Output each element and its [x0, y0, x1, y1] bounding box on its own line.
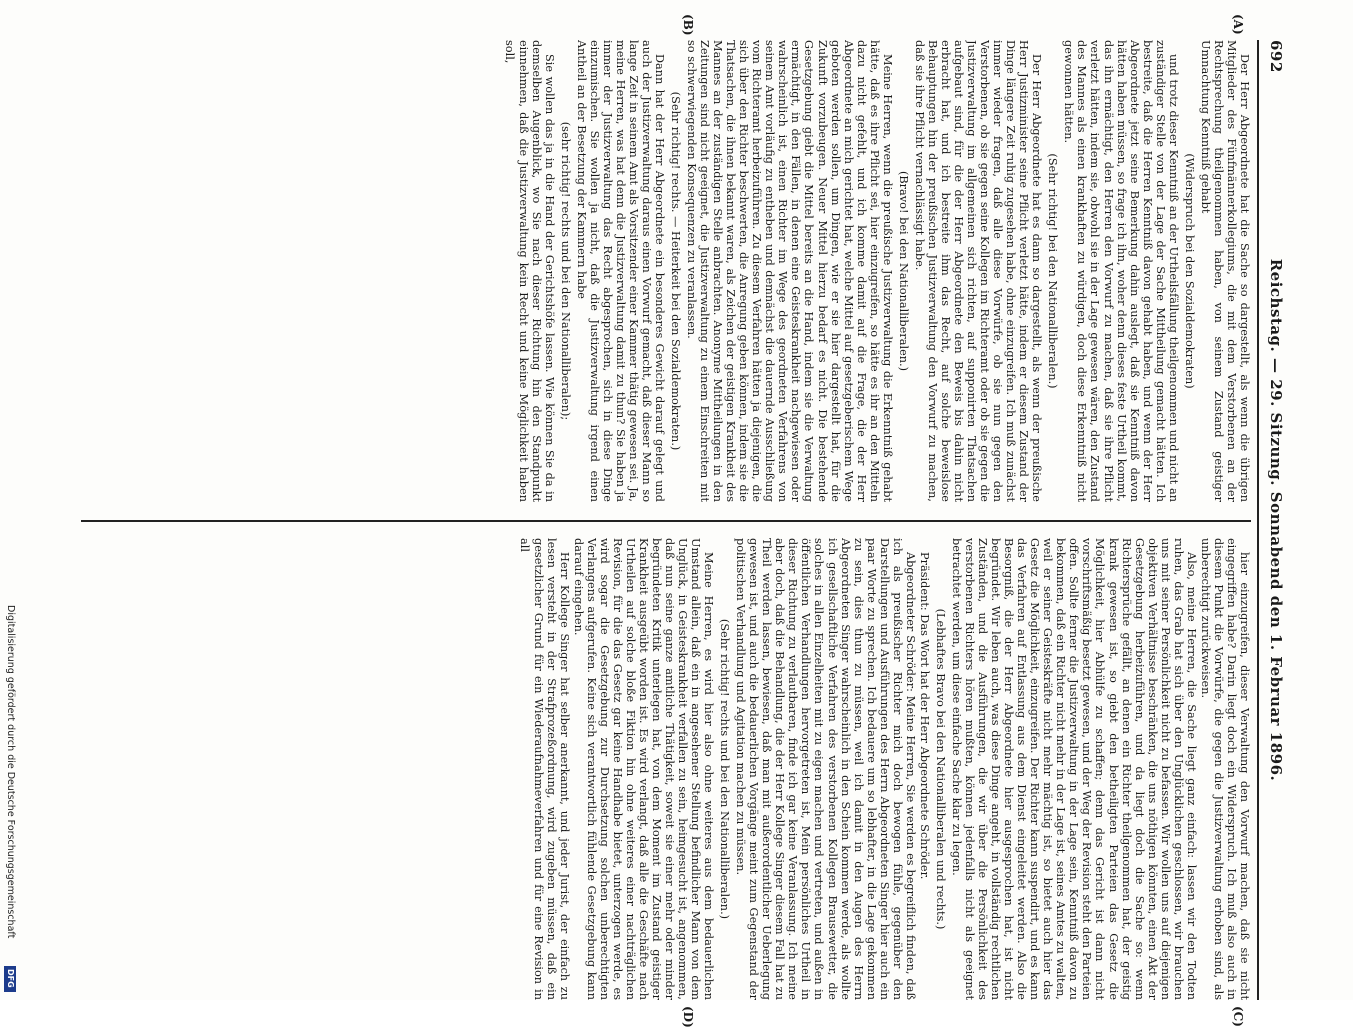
margin-letter-c: (C): [1231, 1006, 1245, 1027]
right-text-column: [81, 538, 1251, 1000]
left-text-column: [81, 40, 1251, 502]
paragraph: hier einzugreifen, dieser Verwaltung den Vorwurf machen, daß sie nicht eingegriffen habe? Darin liegt doch ein Widerspruch. Ich muß also auch in diesem Punkt die Vorwürfe, die gegen die Justizverwaltung erhoben sind, als unberechtigt zurückweisen.: [1198, 538, 1251, 1000]
paragraph: Herr Kollege Singer hat selber anerkannt, und jeder Jurist, der einfach zu lesen versteht in der Strafprozeßordnung, wird zugeben müssen, daß ein gesetzlicher Grund für ein Wiederaufnahmeverfahren und für eine Revision in all: [518, 538, 571, 1000]
paragraph: Abgeordneter Schröder: Meine Herren, Sie werden es begreiflich finden, daß ich als preußischer Richter mich doch bewogen fühle, gegenüber den Darstellungen und Ausführungen des Herrn Abgeordneten Singer hier auch ein paar Worte zu sprechen. Ich bedauere um so lebhafter, in die Lage gekommen zu sein, dies thun zu müssen, weil ich damit in den Augen des Herrn Abgeordneten Singer wahrscheinlich in den Schein kommen werde, als wollte ich gesellschaftliche Verfahren des verstorbenen Kollegen Brausewetter, die solches in allen Einzelheiten mit zu eigen machen und vertreten, und außen in öffentlichen Verhandlungen hervorgetreten ist, Mein persönliches Urtheil in dieser Richtung zu verlautbaren, finde ich gar keine Veranlassung. Ich meine aber doch, daß die Behandlung, die der Herr Kollege Singer diesem Fall hat zu Theil werden lassen, bewiesen, daß man mit außerordentlicher Ueberlegung gewesen ist, und auch die bedauerlichen Vorgänge meint zum Gegenstand der politischen Verhandlung und Agitation machen zu müssen.: [734, 538, 917, 1000]
header-rule: [1257, 40, 1259, 1000]
paragraph: Meine Herren, es wird hier also ohne weiteres aus dem bedauerlichen Umstand allein, daß ein in angesehener Stellung befindlicher Mann von dem Unglück, in Geisteskrankheit verfallen zu sein, heimgesucht ist, angenommen, daß nun seine ganze amtliche Thätigkeit, soweit sie einer mehr oder minder begründeten Kritik unterlegen hat, von dem Moment im Zustand geistiger Krankheit ausgeübt worden ist. Es wird verlangt, daß alle die Geschäfte nach Urtheilen auf solche bloße Fiktion hin ohne weiteres einer nachträglichen Revision, für die das Gesetz gar keine Handhabe bietet, unterzogen werde, es wird sogar die Gesetzgebung zur Durchsetzung solchen unberechtigten Verlangens aufgerufen. Keine sich verantwortlich fühlende Gesetzgebung kann darauf eingehen.: [571, 538, 716, 1000]
dfg-logo: DFG: [4, 966, 16, 992]
page-number: 692: [1267, 40, 1285, 73]
page-title: Reichstag. — 29. Sitzung. Sonnabend den 1. Februar 1896.: [1267, 258, 1285, 782]
margin-letter-d: (D): [681, 1006, 695, 1028]
paragraph: Dann hat der Herr Abgeordnete ein besonderes Gewicht darauf gelegt und auch der Justizverwaltung daraus einen Vorwurf gemacht, daß dieser Mann so lange Zeit in seinem Amt als Vorsitzender einer Kammer thätig gewesen sei. Ja, meine Herren, was hat denn die Justizverwaltung damit zu thun? Sie haben ja immer der Justizverwaltung das Recht abgesprochen, sich in diese Dinge einzumischen. Sie wollen ja nicht, daß die Justizverwaltung irgend einen Antheil an der Besetzung der Kammern habe: [574, 40, 666, 502]
interjection: (Lebhaftes Bravo bei den Nationalliberalen und rechts.): [933, 608, 947, 930]
paragraph: und trotz dieser Kenntniß an der Urtheilsfällung theilgenommen und nicht an zuständiger Stelle von der Lage der Sache Mittheilung gemacht hätten. Ich bestreite, daß die Herren Kenntniß davon gehabt haben, und wenn der Herr Abgeordnete jetzt seine Bemerkung dahin auslegt, daß sie Kenntniß davon hätten haben müssen, so frage ich ihn, woher denn dieses feste Urtheil kommt, das ihn ermächtigt, den Herren den Vorwurf zu machen, daß sie ihre Pflicht verletzt hätten, indem sie, obwohl sie in der Lage gewesen wären, den Zustand des Mannes als einen krankhaften zu würdigen, doch diese Erkenntniß nicht gewonnen hätten.: [1062, 40, 1180, 502]
page-header: [1263, 40, 1285, 1000]
interjection: (Sehr richtig! rechts. — Heiterkeit bei den Sozialdemokraten.): [669, 91, 683, 451]
margin-letter-b: (B): [681, 14, 695, 36]
interjection: (Sehr richtig! rechts und bei den Nationalliberalen.): [718, 618, 732, 920]
interjection: (sehr richtig! rechts und bei den Nationalliberalen);: [558, 121, 572, 421]
paragraph: Der Herr Abgeordnete hat es dann so dargestellt, als wenn der preußische Herr Justizminister seine Pflicht verletzt hätte, indem er diesem Zustand der Dinge längere Zeit ruhig zugesehen habe, ohne einzugreifen. Ich muß zunächst immer wieder fragen, daß alle diese Vorwürfe, ob sie nun gegen den Verstorbenen, ob sie gegen seine Kollegen im Richteramt oder ob sie gegen die Justizverwaltung im allgemeinen sich richten, auf supponirten Thatsachen aufgebaut sind, für die der Herr Abgeordnete den Beweis bis dahin nicht erbracht hat, und ich bestreite ihm das Recht, auf solche beweislose Behauptungen hin der preußischen Justizverwaltung den Vorwurf zu machen, daß sie ihre Pflicht vernachlässigt habe.: [912, 40, 1044, 502]
interjection: (Bravo! bei den Nationalliberalen.): [896, 170, 910, 372]
paragraph: Also, meine Herren, die Sache liegt ganz einfach: lassen wir den Todten ruhen, das Grab hat sich über den Unglücklichen geschlossen, wir brauchen uns mit seiner Persönlichkeit nicht zu befassen. Wir wollen uns auf diejenigen objektiven Verhältnisse beschränken, die uns nöthigen könnten, einen Akt der Gesetzgebung herbeizuführen, und da liegt doch die Sache so: wenn Richtersprüche gefällt, an denen ein Richter theilgenommen hat, der geistig krank gewesen ist, so giebt den betheiligten Parteien das Gesetz die Möglichkeit, hier Abhülfe zu schaffen; denn das Gericht ist dann nicht vorschriftsmäßig besetzt gewesen, und der Weg der Revision steht den Parteien offen. Sollte ferner die Justizverwaltung in der Lage sein, Kenntniß davon zu bekommen, daß ein Richter nicht mehr in der Lage ist, seines Amtes zu walten, weil er seiner Geisteskräfte nicht mehr mächtig ist, so bietet auch hier das Gesetz die Möglichkeit, einzugreifen. Der Richter kann suspendirt, und es kann das Verfahren auf Entlassung aus dem Dienst eingeleitet werden. Also die Besorgniß, die der Herr Abgeordnete hier ausgesprochen hat, ist nicht begründet. Wir leben auch, was diese Dinge angeht, in vollständig rechtlichen Zuständen, und die Ausführungen, die wir über die Persönlichkeit des verstorbenen Richters hören mußten, können jedenfalls nicht als geeignet betrachtet werden, um diese einfache Sache klar zu legen.: [949, 538, 1198, 1000]
digitization-caption: Digitalisierung gefördert durch die Deutsche Forschungsgemeinschaft: [5, 605, 16, 939]
paragraph: Sie wollen das ja in die Hand der Gerichtshöfe lassen. Wie können Sie da in demselben Augenblick, wo Sie nach dieser Richtung hin den Standpunkt einnehmen, daß die Justizverwaltung kein Recht und keine Möglichkeit haben soll,: [503, 40, 556, 502]
margin-letter-a: (A): [1231, 14, 1245, 35]
paragraph: Präsident: Das Wort hat der Herr Abgeordnete Schröder.: [917, 552, 931, 880]
paragraph: Meine Herren, wenn die preußische Justizverwaltung die Erkenntniß gehabt hätte, daß es ihre Pflicht sei, hier einzugreifen, so hätte es ihr an den Mitteln dazu nicht gefehlt, und ich komme damit auf die Frage, die der Herr Abgeordnete an mich gerichtet hat, welche Mittel auf gesetzgeberischem Wege geboten werden sollen, um Dingen, wie er sie hier dargestellt hat, für die Zukunft vorzubeugen. Neuer Mittel hierzu bedarf es nicht. Die bestehende Gesetzgebung giebt die Mittel bereits an die Hand, indem sie die Verwaltung ermächtigt, in den Fällen, in denen eine Geisteskrankheit nachgewiesen oder wahrscheinlich ist, einen Richter im Wege des geordneten Verfahrens von seinem Amt vorläufig zu entheben und demnächst die dauernde Ausschließung vom Richteramt herbeizuführen. Zu diesem Verfahren hätten ja diejenigen, die sich über den Richter beschwerten, die Anregung geben können, indem sie die Thatsachen, die ihnen bekannt waren, als Zeichen der geistigen Krankheit des Mannes an der zuständigen Stelle anbrachten. Anonyme Mittheilungen in den Zeitungen sind nicht geeignet, die Justizverwaltung zu einem Einschreiten mit so schwerwiegenden Konsequenzen zu veranlassen.: [685, 40, 894, 502]
interjection: (Sehr richtig! bei den Nationalliberalen.): [1046, 153, 1060, 389]
interjection: (Widerspruch bei den Sozialdemokraten): [1182, 153, 1196, 389]
paragraph: Der Herr Abgeordnete hat die Sache so dargestellt, als wenn die übrigen Mitglieder des Fünfmännerkollegiums, die mit dem Verstorbenen an der Rechtsprechung theilgenommen haben, von seinem Zustand geistiger Umnachtung Kenntniß gehabt: [1198, 40, 1251, 502]
column-divider: [81, 520, 1251, 522]
rotated-newspaper-page: [75, 14, 1285, 1028]
